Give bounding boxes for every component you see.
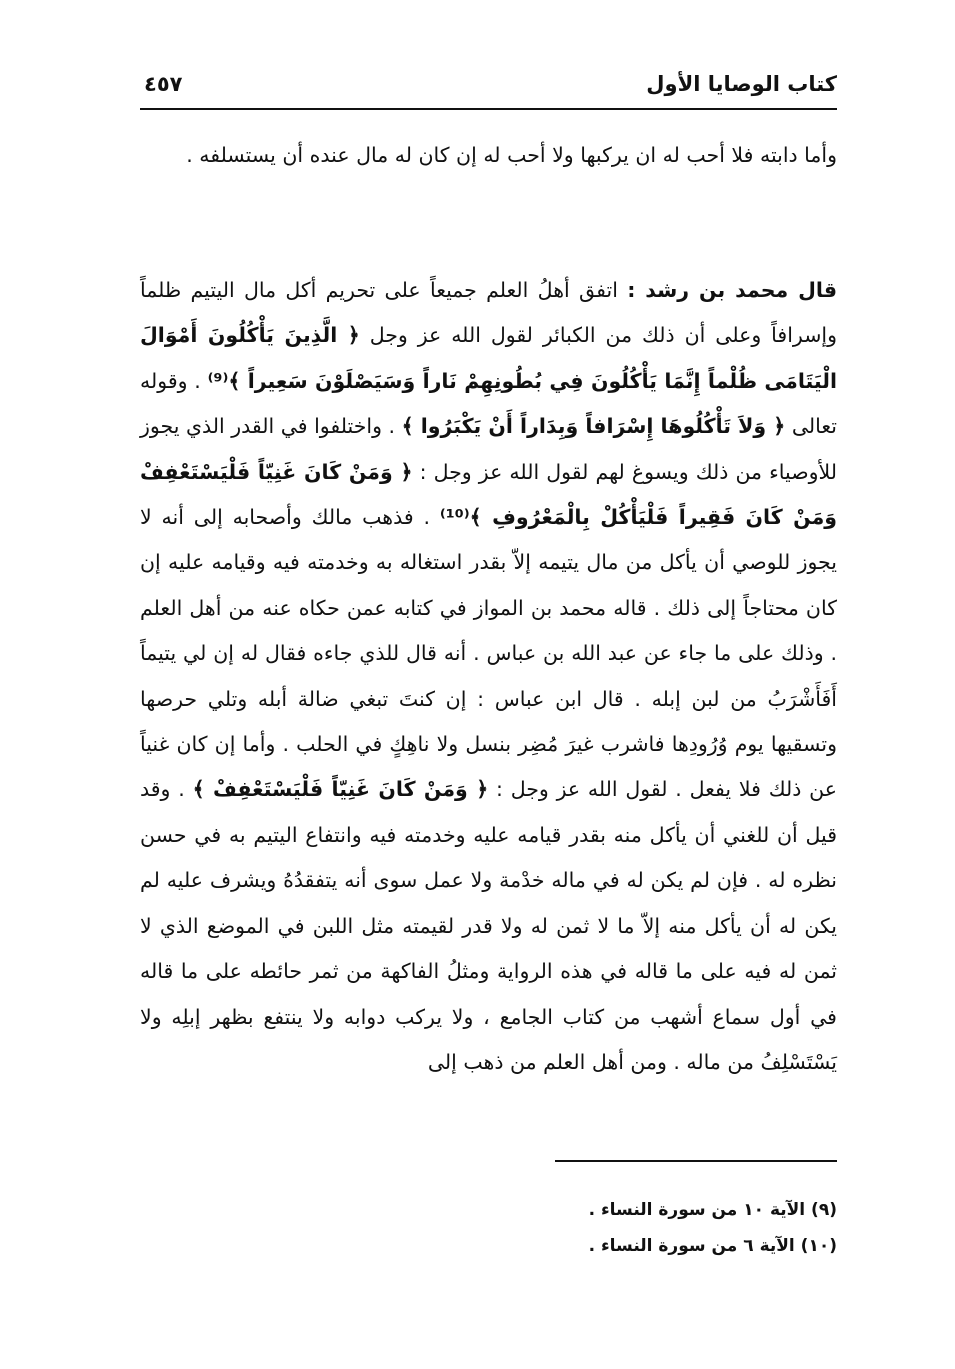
footnotes [357,1192,837,1264]
paragraph-opening: وأما دابته فلا أحب له ان يركبها ولا أحب له إن كان له مال عنده أن يستسلفه . [186,143,837,167]
quran-verse: ﴿ الَّذِينَ يَأْكُلُونَ أَمْوَالَ الْيَتَامَى ظُلْماً إِنَّمَا يَأْكُلُونَ فِي بُطُونِهِمْ نَاراً وَسَيَصْلَوْنَ سَعِيراً ﴾⁽⁹⁾ [140,323,838,393]
page-number: ٤٥٧ [144,72,183,96]
footnote-9: (٩) الآية ١٠ من سورة النساء . [588,1200,837,1220]
running-title: كتاب الوصايا الأول [646,72,837,96]
quran-verse: ﴿ وَمَنْ كَانَ غَنِيّاً فَلْيَسْتَعْفِفْ ﴾ [192,777,489,802]
footnote-10: (١٠) الآية ٦ من سورة النساء . [588,1236,837,1256]
footnote-separator [555,1160,837,1162]
commentary-text: . وقد قيل أن للغني أن يأكل منه بقدر قيامه عليه وخدمته فيه وانتفاع اليتيم به في حسن نظره له . فإن لم يكن له في ماله خدْمة ولا عمل سوى أنه يتفقدُهُ ويشرف عليه لم يكن له أن يأكل منه إلاّ ما لا ثمن له ولا قدر لقيمته مثل اللبن في الموضع الذي لا ثمن له فيه على ما قاله في هذه الرواية ومثلُ الفاكهة من ثمر حائطه على ما قاله في أول سماع أشهب من كتاب الجامع ، ولا يركب دوابه ولا ينتفع بظهر إبلِه ولا يَسْتَسْلِفُ من ماله . ومن أهل العلم من ذهب إلى [140,777,837,1074]
paragraph-commentary [140,268,837,1085]
commentary-text: . واختلفوا في القدر الذي يجوز للأوصياء من ذلك ويسوغ لهم لقول الله عز وجل : [140,414,837,484]
commentator-name: قال محمد بن رشد : [627,278,837,302]
quran-verse: ﴿ وَلاَ تَأْكُلُوهَا إِسْرَافاً وَبِدَاراً أَنْ يَكْبَرُوا ﴾ [401,414,786,439]
page-header [140,72,837,110]
quran-verse: ﴿ وَمَنْ كَانَ غَنِيّاً فَلْيَسْتَعْفِفْ وَمَنْ كَانَ فَقِيراً فَلْيَأْكُلْ بِالْمَعْرُوفِ ﴾⁽¹⁰⁾ [140,459,838,530]
commentary-text: . فذهب مالك وأصحابه إلى أنه لا يجوز للوصي أن يأكل من مال يتيمه إلاّ بقدر استغاله به وخدمته فيه وقيامه عليه إن كان محتاجاً إلى ذلك . قاله محمد بن المواز في كتابه عمن حكاه عنه من أهل العلم . وذلك على ما جاء عن عبد الله بن عباس . أنه قال للذي جاءه فقال له إن لي يتيماً أَفَأَشْرَبُ من لبن إبله . قال ابن عباس : إن كنتَ تبغي ضالة أبله وتلي حرصها وتسقيها يوم وُرُودِها فاشرب غيرَ مُضِر بنسل ولا ناهِكٍ في الحلب . وأما إن كان غنياً عن ذلك فلا يفعل . لقول الله عز وجل : [140,505,837,802]
commentary-text: . وقوله تعالى [140,368,837,439]
commentary-text: اتفق أهلُ العلم جميعاً على تحريم أكل مال اليتيم ظلماً وإسرافاً وعلى أن ذلك من الكبائر لقول الله عز وجل [140,278,837,348]
